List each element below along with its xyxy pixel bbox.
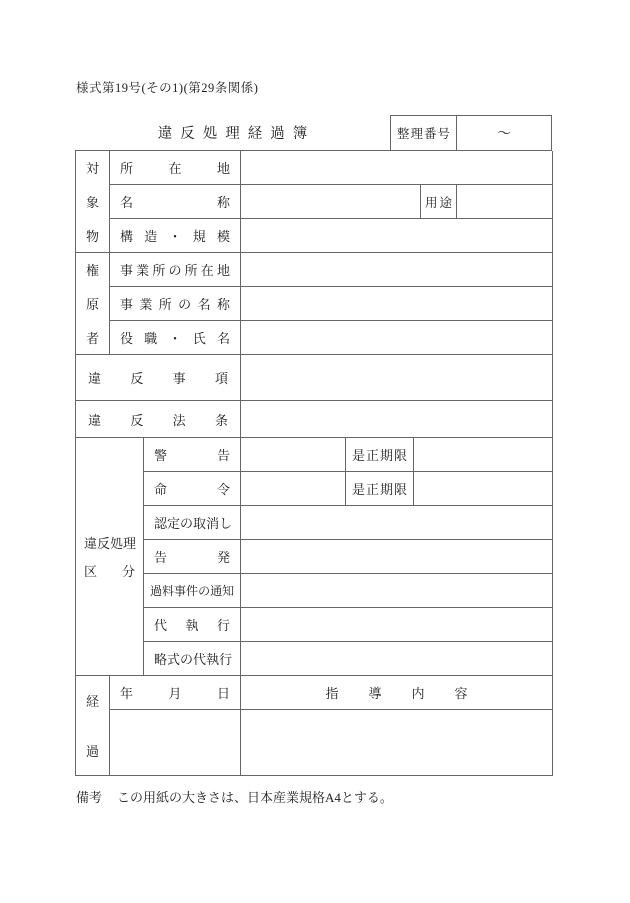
label-guidance-content: 指導内容 [241,676,553,710]
name-value-cell [241,185,421,219]
violation-law-value-cell [241,401,553,438]
summary-execution-value-cell [241,642,553,676]
form-header [75,115,552,150]
label-fine-notification: 過 料 事 件 の 通 知 [144,574,241,608]
violation-matter-value-cell [241,355,553,401]
vicarious-execution-value-cell [241,608,553,642]
warning-deadline-value-cell [414,438,553,472]
label-accusation: 告 発 [144,540,241,574]
violation-record-table [75,150,552,776]
location-value-cell [241,151,553,185]
title-area [75,115,390,150]
order-value-cell [241,472,346,506]
label-location: 所 在 地 [110,151,241,185]
label-warning-correction-deadline: 是 正 期 限 [346,438,414,472]
label-position-name: 役 職 ・ 氏 名 [110,321,241,355]
label-disposition-group [76,438,144,676]
progress-guidance-value-cell [241,710,553,776]
note-text: この用紙の大きさは、日本産業規格A4とする。 [117,790,393,805]
label-revocation: 認 定 の 取 消 し [144,506,241,540]
label-summary-execution: 略 式 の 代 執 行 [144,642,241,676]
label-usage: 用 途 [421,185,457,219]
office-location-value-cell [241,253,553,287]
label-order-correction-deadline: 是 正 期 限 [346,472,414,506]
warning-value-cell [241,438,346,472]
label-office-name: 事 業 所 の 名 称 [110,287,241,321]
label-progress-group: 経 過 [76,676,110,776]
fine-notification-value-cell [241,574,553,608]
form-title: 違反処理経過簿 [157,126,316,142]
structure-value-cell [241,219,553,253]
usage-value-cell [457,185,553,219]
form-number: 様式第19号(その1)(第29条関係) [76,81,259,95]
serial-number-box [390,115,552,150]
form-note [76,787,393,806]
label-warning: 警 告 [144,438,241,472]
label-order: 命 令 [144,472,241,506]
serial-number-label: 整 理 番 号 [391,116,457,150]
label-date: 年 月 日 [110,676,241,710]
label-violation-law: 違 反 法 条 [76,401,241,438]
label-structure-scale: 構 造 ・ 規 模 [110,219,241,253]
label-office-location: 事 業 所 の 所 在 地 [110,253,241,287]
label-disposition-line2: 区 分 [84,564,135,579]
label-authority-group: 権 原 者 [76,253,110,355]
accusation-value-cell [241,540,553,574]
note-label: 備考 [76,790,103,805]
label-violation-matter: 違 反 事 項 [76,355,241,401]
progress-date-value-cell [110,710,241,776]
serial-number-value: 〜 [497,127,511,142]
label-disposition-line1: 違 反 処 理 [84,536,137,551]
label-name: 名 称 [110,185,241,219]
label-vicarious-execution: 代 執 行 [144,608,241,642]
position-name-value-cell [241,321,553,355]
office-name-value-cell [241,287,553,321]
order-deadline-value-cell [414,472,553,506]
label-target-group: 対 象 物 [76,151,110,253]
revocation-value-cell [241,506,553,540]
